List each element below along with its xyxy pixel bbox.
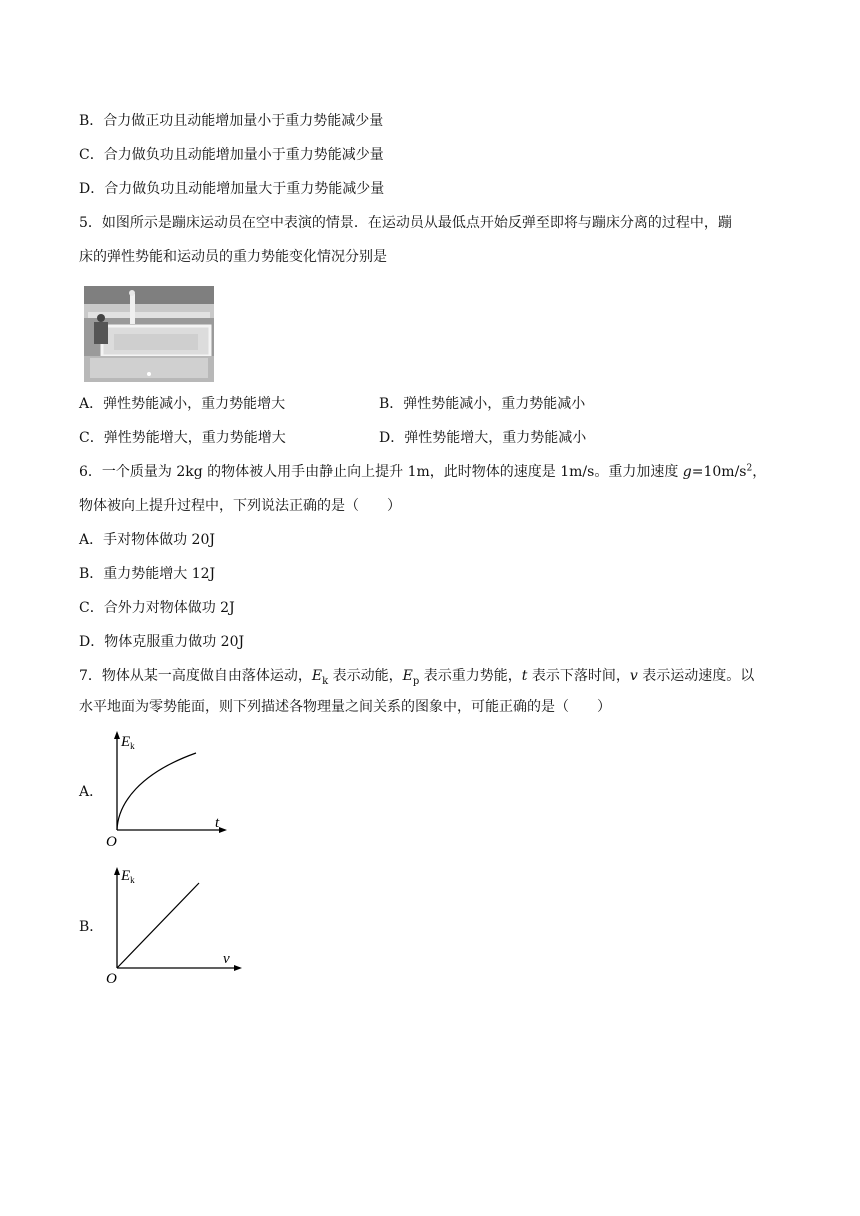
q6-stem-sup: 2 xyxy=(746,463,753,474)
q7-stem-part5: 表示运动速度。以 xyxy=(637,668,755,684)
q5-option-b: B．弹性势能减小，重力势能减小 xyxy=(379,396,586,412)
q5-option-a: A．弹性势能减小，重力势能增大 xyxy=(79,396,286,412)
q6-stem-text-c: ， xyxy=(752,464,767,480)
graph-a xyxy=(100,728,230,850)
q7-stem-line2: 水平地面为零势能面，则下列描述各物理量之间关系的图象中，可能正确的是（ ） xyxy=(79,699,611,715)
q5-stem-line2: 床的弹性势能和运动员的重力势能变化情况分别是 xyxy=(79,249,387,265)
q6-stem-line2: 物体被向上提升过程中，下列说法正确的是（ ） xyxy=(79,498,401,514)
q7-stem-t: t xyxy=(521,668,528,684)
trampoline-photo xyxy=(84,286,214,382)
q6-option-b: B．重力势能增大 12J xyxy=(79,566,216,582)
graph-a-origin: O xyxy=(106,834,117,850)
graph-b-origin: O xyxy=(106,971,117,986)
graph-b-line xyxy=(117,883,199,968)
graph-b-x-label: v xyxy=(223,951,230,967)
graph-a-curve xyxy=(117,753,196,830)
q7-stem-ep-e: E xyxy=(402,668,413,684)
trampoline-photo-illustration xyxy=(84,286,214,382)
graph-a-y-label: $E_k$ xyxy=(121,734,135,751)
q5-option-d: D．弹性势能增大，重力势能减小 xyxy=(379,430,587,446)
graph-b-y-label: $E_k$ xyxy=(121,868,135,885)
q7-stem-v: v xyxy=(629,668,638,684)
q7-stem-ek-sub: k xyxy=(322,675,329,687)
graph-a-x-arrow xyxy=(219,827,227,833)
graph-b-svg xyxy=(100,862,245,986)
graph-a-y-arrow xyxy=(114,731,120,739)
q7-stem-ep-sub: p xyxy=(412,675,420,687)
graph-b xyxy=(100,862,245,986)
graph-a-x-label: t xyxy=(215,815,220,831)
q7-stem-part3: 表示重力势能， xyxy=(419,668,522,684)
q5-option-c: C．弹性势能增大，重力势能增大 xyxy=(79,430,286,446)
q6-option-d: D．物体克服重力做功 20J xyxy=(79,634,245,650)
q7-stem-ek-e: E xyxy=(311,668,323,684)
q7-stem-line1 xyxy=(79,666,754,686)
q5-stem-line1: 5．如图所示是蹦床运动员在空中表演的情景．在运动员从最低点开始反弹至即将与蹦床分离的过程中，蹦 xyxy=(79,215,732,231)
q4-option-b: B．合力做正功且动能增加量小于重力势能减少量 xyxy=(79,113,384,129)
q7-stem-part2: 表示动能， xyxy=(328,668,403,684)
q6-stem-text-b: =10m/s xyxy=(691,464,747,480)
q6-stem-text-a: 6．一个质量为 2kg 的物体被人用手由静止向上提升 1m，此时物体的速度是 1m/s。重力加速度 xyxy=(79,464,683,480)
graph-b-x-arrow xyxy=(234,965,242,971)
q4-option-d: D．合力做负功且动能增加量大于重力势能减少量 xyxy=(79,181,385,197)
q7-stem-part1: 7．物体从某一高度做自由落体运动， xyxy=(79,668,312,684)
q6-option-c: C．合外力对物体做功 2J xyxy=(79,600,235,616)
q7-option-a-label: A． xyxy=(79,784,104,800)
q4-option-c: C．合力做负功且动能增加量小于重力势能减少量 xyxy=(79,147,384,163)
q6-stem-g: g xyxy=(682,464,692,480)
q6-stem-line1 xyxy=(79,462,766,482)
q7-stem-part4: 表示下落时间， xyxy=(527,668,630,684)
graph-b-y-arrow xyxy=(114,867,120,875)
graph-a-svg xyxy=(100,728,230,850)
q6-option-a: A．手对物体做功 20J xyxy=(79,532,215,548)
q7-option-b-label: B． xyxy=(79,919,104,935)
